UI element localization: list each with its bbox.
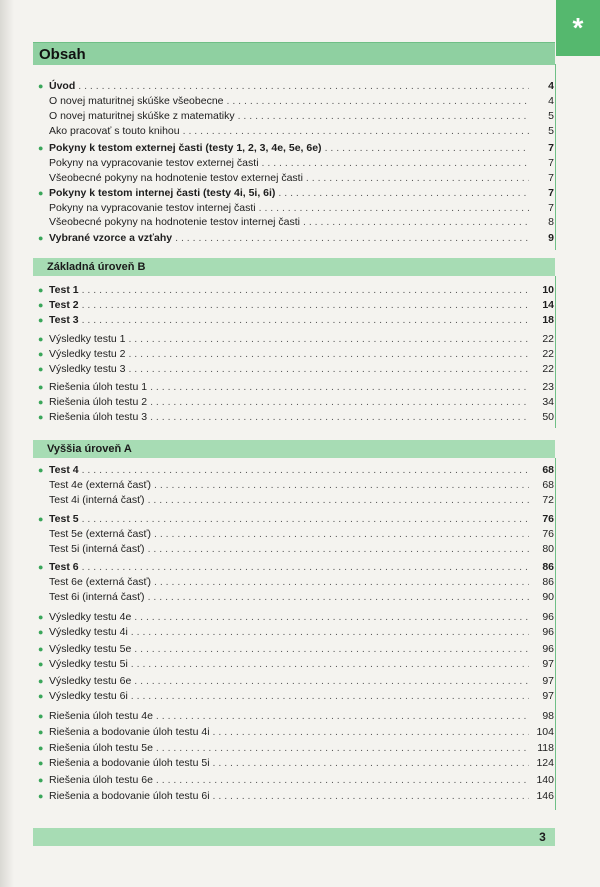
page-number: 3: [539, 830, 546, 844]
section-title-higher-level: Vyššia úroveň A: [47, 443, 132, 455]
toc-entry[interactable]: ● Test 6 . . . 86: [38, 560, 554, 574]
bullet-icon: ●: [38, 775, 44, 785]
bullet-icon: ●: [38, 514, 44, 524]
toc-entry[interactable]: O novej maturitnej skúške všeobecne . . . 4: [38, 94, 554, 108]
toc-entry[interactable]: ● Výsledky testu 4i . . . 96: [38, 625, 554, 639]
toc-entry[interactable]: ● Výsledky testu 1 . . . 22: [38, 332, 554, 346]
bullet-icon: ●: [38, 188, 44, 198]
toc-entry[interactable]: ● Výsledky testu 3 . . . 22: [38, 362, 554, 376]
toc-entry[interactable]: Pokyny na vypracovanie testov externej časti . . . 7: [38, 156, 554, 170]
toc-entry[interactable]: ● Výsledky testu 4e . . . 96: [38, 610, 554, 624]
toc-entry[interactable]: ● Riešenia úloh testu 3 . . . 50: [38, 410, 554, 424]
bullet-icon: ●: [38, 412, 44, 422]
footer-bar: [33, 828, 555, 846]
toc-entry[interactable]: Všeobecné pokyny na hodnotenie testov internej časti . . . 8: [38, 215, 554, 229]
toc-entry[interactable]: ● Riešenia úloh testu 5e . . . 118: [38, 741, 554, 755]
toc-entry[interactable]: ● Test 3 . . . 18: [38, 313, 554, 327]
toc-entry[interactable]: ● Test 4 . . . 68: [38, 463, 554, 477]
bullet-icon: ●: [38, 612, 44, 622]
section-header-higher-level: [33, 440, 555, 458]
bullet-icon: ●: [38, 285, 44, 295]
toc-entry[interactable]: ● Test 2 . . . 14: [38, 298, 554, 312]
toc-entry[interactable]: O novej maturitnej skúške z matematiky . . . 5: [38, 109, 554, 123]
toc-entry[interactable]: ● Výsledky testu 5i . . . 97: [38, 657, 554, 671]
bullet-icon: ●: [38, 465, 44, 475]
section-rule-higher: [555, 458, 556, 810]
toc-entry[interactable]: Pokyny na vypracovanie testov internej časti . . . 7: [38, 201, 554, 215]
bullet-icon: ●: [38, 627, 44, 637]
bullet-icon: ●: [38, 349, 44, 359]
bullet-icon: ●: [38, 758, 44, 768]
toc-entry[interactable]: Test 6e (externá časť) . . . 86: [38, 575, 554, 589]
bullet-icon: ●: [38, 315, 44, 325]
toc-entry[interactable]: ● Výsledky testu 2 . . . 22: [38, 347, 554, 361]
bullet-icon: ●: [38, 644, 44, 654]
toc-entry[interactable]: Test 5i (interná časť) . . . 80: [38, 542, 554, 556]
toc-entry[interactable]: Ako pracovať s touto knihou . . . 5: [38, 124, 554, 138]
bullet-icon: ●: [38, 743, 44, 753]
section-rule-intro: [555, 64, 556, 250]
toc-entry[interactable]: ● Výsledky testu 6e . . . 97: [38, 674, 554, 688]
bullet-icon: ●: [38, 711, 44, 721]
toc-entry[interactable]: ● Riešenia úloh testu 1 . . . 23: [38, 380, 554, 394]
toc-entry[interactable]: Test 6i (interná časť) . . . 90: [38, 590, 554, 604]
bullet-icon: ●: [38, 659, 44, 669]
page-edge-shadow: [0, 0, 14, 887]
bullet-icon: ●: [38, 334, 44, 344]
bullet-icon: ●: [38, 233, 44, 243]
contents-title-bar: [33, 42, 555, 65]
toc-entry[interactable]: Všeobecné pokyny na hodnotenie testov externej časti . . . 7: [38, 171, 554, 185]
bullet-icon: ●: [38, 562, 44, 572]
asterisk-icon: *: [572, 12, 584, 43]
bullet-icon: ●: [38, 143, 44, 153]
toc-entry[interactable]: ● Úvod . . . 4: [38, 79, 554, 93]
bullet-icon: ●: [38, 727, 44, 737]
section-title-basic-level: Základná úroveň B: [47, 261, 146, 273]
toc-entry[interactable]: ● Pokyny k testom internej časti (testy 4i, 5i, 6i) . . . 7: [38, 186, 554, 200]
toc-entry[interactable]: ● Riešenia úloh testu 4e . . . 98: [38, 709, 554, 723]
toc-entry[interactable]: ● Vybrané vzorce a vzťahy . . . 9: [38, 231, 554, 245]
bullet-icon: ●: [38, 364, 44, 374]
toc-entry[interactable]: Test 5e (externá časť) . . . 76: [38, 527, 554, 541]
toc-entry[interactable]: ● Riešenia úloh testu 6e . . . 140: [38, 773, 554, 787]
section-header-basic-level: [33, 258, 555, 276]
corner-asterisk-tab: [556, 0, 600, 56]
toc-entry[interactable]: ● Výsledky testu 5e . . . 96: [38, 642, 554, 656]
bullet-icon: ●: [38, 791, 44, 801]
page-title: Obsah: [39, 45, 86, 63]
toc-entry[interactable]: ● Riešenia a bodovanie úloh testu 5i . . . 124: [38, 756, 554, 770]
toc-entry[interactable]: ● Test 1 . . . 10: [38, 283, 554, 297]
toc-entry[interactable]: ● Test 5 . . . 76: [38, 512, 554, 526]
bullet-icon: ●: [38, 397, 44, 407]
toc-entry[interactable]: ● Výsledky testu 6i . . . 97: [38, 689, 554, 703]
toc-entry[interactable]: ● Riešenia a bodovanie úloh testu 4i . . . 104: [38, 725, 554, 739]
toc-entry[interactable]: ● Riešenia úloh testu 2 . . . 34: [38, 395, 554, 409]
section-rule-basic: [555, 276, 556, 428]
toc-entry[interactable]: ● Pokyny k testom externej časti (testy 1, 2, 3, 4e, 5e, 6e) . . . 7: [38, 141, 554, 155]
toc-entry[interactable]: Test 4i (interná časť) . . . 72: [38, 493, 554, 507]
bullet-icon: ●: [38, 676, 44, 686]
bullet-icon: ●: [38, 300, 44, 310]
bullet-icon: ●: [38, 81, 44, 91]
bullet-icon: ●: [38, 382, 44, 392]
toc-entry[interactable]: Test 4e (externá časť) . . . 68: [38, 478, 554, 492]
toc-entry[interactable]: ● Riešenia a bodovanie úloh testu 6i . . . 146: [38, 789, 554, 803]
bullet-icon: ●: [38, 691, 44, 701]
